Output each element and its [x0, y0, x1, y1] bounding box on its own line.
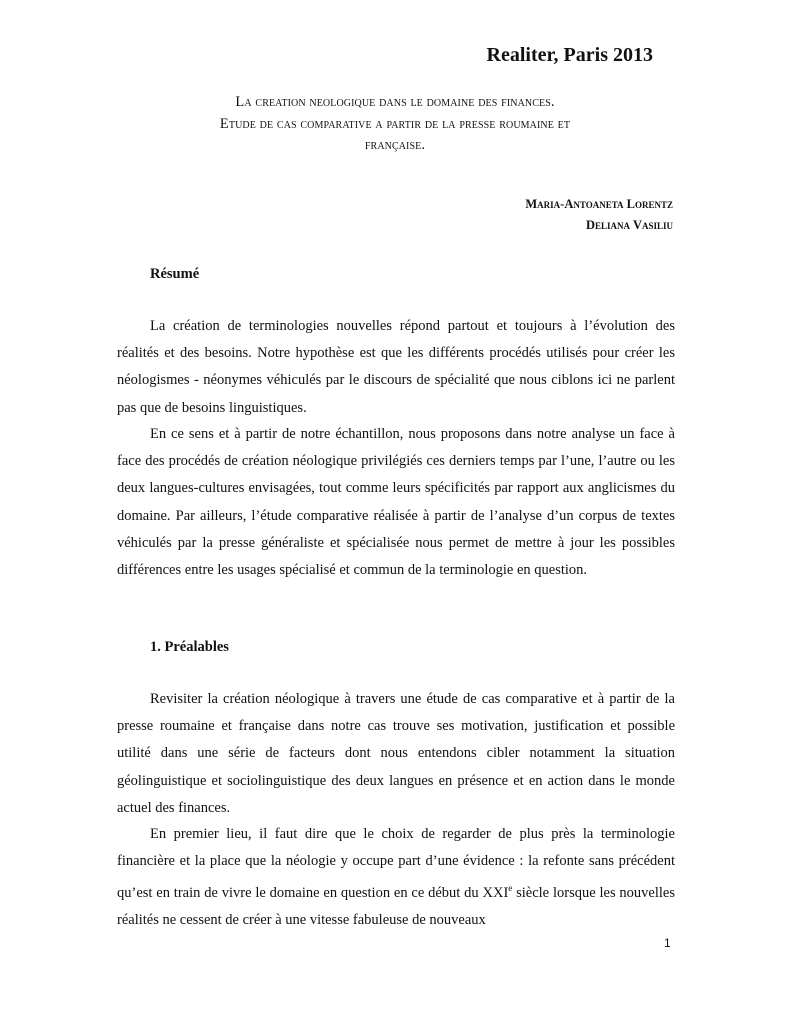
century-superscript: e	[508, 883, 513, 894]
body-paragraph-2-text: En premier lieu, il faut dire que le choix de regarder de plus près la terminologie financière et la place que la néologie y occupe part d’une évidence : la refonte sans précédent qu’est en train de vivre le domaine en question en ce début du XXI	[117, 826, 675, 902]
section-heading: 1. Préalables	[150, 639, 229, 655]
body-paragraph-1: Revisiter la création néologique à travers une étude de cas comparative et à partir de la presse roumaine et française dans notre cas trouve ses motivation, justification et possible utilité dans une série de facteurs dont nous entendons cibler notamment la situation géolinguistique et sociolinguistique des deux langues en présence et en action dans le monde actuel des finances.	[117, 691, 675, 816]
abstract-heading: Résumé	[150, 266, 200, 282]
journal-header: Realiter, Paris 2013	[486, 44, 653, 66]
abstract-paragraph-2: En ce sens et à partir de notre échantillon, nous proposons dans notre analyse un face à face des procédés de création néologique privilégiés ces derniers temps par l’une, l’autre ou les deux langues-cultures envisagées, tout comme leurs spécificités par rapport aux anglicismes du domaine. Par ailleurs, l’étude comparative réalisée à partir de l’analyse d’un corpus de textes véhiculés par la presse généraliste et spécialisée nous permet de mettre à jour les possibles différences entre les usages spécialisé et commun de la terminologie en question.	[117, 426, 675, 579]
author-1: Maria-Antoaneta Lorentz	[525, 197, 673, 211]
author-list	[525, 194, 673, 236]
author-2: Deliana Vasiliu	[586, 218, 673, 232]
page-number: 1	[664, 936, 671, 950]
body-paragraph-2	[117, 821, 675, 935]
abstract-paragraph-1: La création de terminologies nouvelles répond partout et toujours à l’évolution des réalités et des besoins. Notre hypothèse est que les différents procédés utilisés pour créer les néologismes - néonymes véhiculés par le discours de spécialité que nous ciblons ici ne parlent pas que de besoins linguistiques.	[117, 318, 675, 416]
title-line-2: Etude de cas comparative a partir de la presse roumaine et	[219, 115, 571, 132]
paper-title	[140, 92, 650, 157]
title-line-3: française.	[364, 137, 426, 153]
title-line-1: La creation neologique dans le domaine des finances.	[235, 94, 555, 110]
body-paragraph-2-text-cont: siècle lorsque les nouvelles réalités ne cessent de créer à une vitesse fabuleuse de nouveaux	[117, 885, 675, 929]
